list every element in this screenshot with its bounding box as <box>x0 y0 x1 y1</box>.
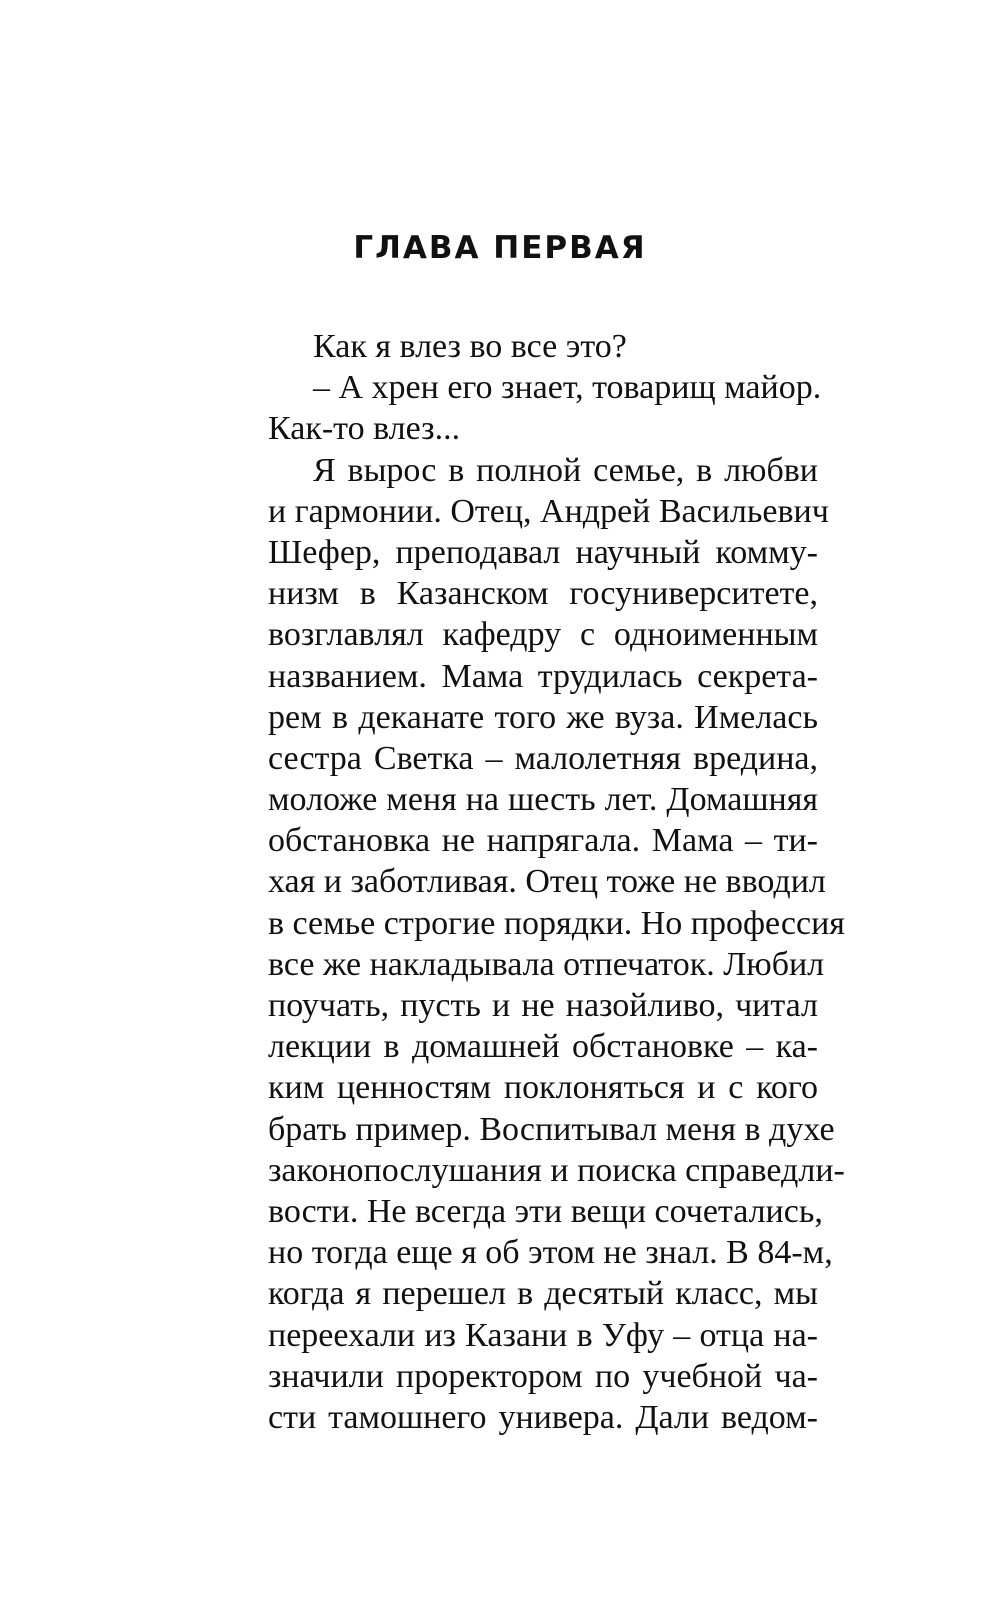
text-line: поучать, пусть и не назойливо, читал <box>268 987 818 1024</box>
text-line: брать пример. Воспитывал меня в духе <box>268 1110 835 1148</box>
text-line: значили проректором по учебной ча- <box>268 1357 818 1395</box>
text-line: в семье строгие порядки. Но профессия <box>268 904 845 942</box>
text-line: хая и заботливая. Отец тоже не вводил <box>268 863 826 901</box>
text-line: переехали из Казани в Уфу – отца на- <box>268 1316 818 1354</box>
text-line: законопослушания и поиска справедли- <box>268 1151 845 1189</box>
text-line: вости. Не всегда эти вещи сочетались, <box>268 1192 823 1230</box>
text-line: – А хрен его знает, товарищ майор. <box>313 369 822 407</box>
text-line: когда я перешел в десятый класс, мы <box>268 1275 818 1313</box>
text-line: Как-то влез... <box>268 410 461 448</box>
text-line: сестра Светка – малолетняя вредина, <box>268 739 818 777</box>
text-line: рем в деканате того же вуза. Имелась <box>268 698 818 736</box>
text-line: Шефер, преподавал научный комму- <box>268 533 818 571</box>
text-line: ким ценностям поклоняться и с кого <box>268 1069 818 1107</box>
text-line: но тогда еще я об этом не знал. В 84-м, <box>268 1234 833 1272</box>
chapter-title: ГЛАВА ПЕРВАЯ <box>353 230 647 266</box>
text-line: моложе меня на шесть лет. Домашняя <box>268 781 818 819</box>
text-line: возглавлял кафедру с одноименным <box>268 616 818 654</box>
text-line: сти тамошнего универа. Дали ведом- <box>268 1398 818 1436</box>
text-line: низм в Казанском госуниверситете, <box>268 575 818 613</box>
text-line: Как я влез во все это? <box>313 328 627 365</box>
text-line: названием. Мама трудилась секрета- <box>268 657 818 695</box>
body-text <box>268 326 845 1438</box>
text-line: лекции в домашней обстановке – ка- <box>268 1028 818 1066</box>
text-line: Я вырос в полной семье, в любви <box>313 451 818 489</box>
text-line: и гармонии. Отец, Андрей Васильевич <box>268 492 829 530</box>
text-line: все же накладывала отпечаток. Любил <box>268 945 825 983</box>
text-line: обстановка не напрягала. Мама – ти- <box>268 822 818 860</box>
